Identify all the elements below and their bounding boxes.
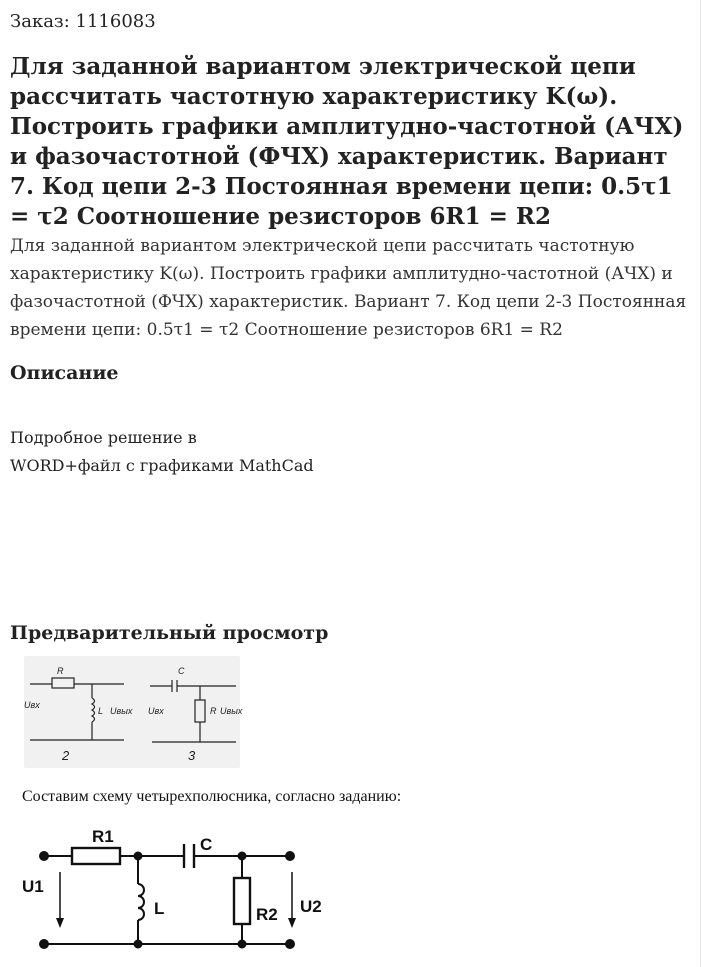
label-c: C (200, 835, 213, 854)
sketch-resistor-r (52, 678, 74, 688)
label-u2: U2 (300, 897, 322, 916)
preview-caption: Составим схему четырехполюсника, согласно заданию: (22, 788, 402, 805)
sketch-uin-label-3: Uвх (148, 706, 164, 716)
label-l: L (154, 899, 165, 918)
sketch-l-label: L (98, 706, 104, 716)
sketch-uout-label-2: Uвых (110, 706, 133, 716)
sketch-r-label: R (57, 666, 64, 676)
four-terminal-network (22, 820, 322, 960)
sketch-inductor-l (92, 698, 95, 722)
description-line-1: Подробное решение в (10, 428, 197, 447)
sketch-number-3: 3 (188, 748, 196, 763)
circuit-diagram (22, 820, 322, 964)
circuit-sketch-2-3 (24, 656, 243, 768)
page-title: Для заданной вариантом электрической цепи рассчитать частотную характеристику K(ω). Построить графики амплитудно-частотной (АЧХ) и фазочастотной (ФЧХ) характеристик. Вариант 7. Код цепи 2-3 Постоянная времени цепи: 0.5τ1 = τ2 Соотношение резисторов 6R1 = R2 (10, 53, 684, 230)
sketch-number-2: 2 (62, 748, 70, 763)
preview-image (24, 656, 243, 768)
description-line-2: WORD+файл с графиками MathCad (10, 456, 314, 475)
resistor-r2 (234, 878, 250, 924)
sketch-uin-label-2: Uвх (24, 700, 40, 710)
inductor-l (138, 884, 144, 920)
sketch-resistor-r3 (195, 700, 205, 722)
preview-heading: Предварительный просмотр (10, 622, 329, 644)
label-r1: R1 (92, 827, 114, 846)
description-heading: Описание (10, 362, 119, 384)
sketch-c-label: C (178, 666, 185, 676)
sketch-uout-label-3: Uвых (220, 706, 243, 716)
resistor-r1 (72, 848, 120, 864)
task-text: Для заданной вариантом электрической цепи рассчитать частотную характеристику K(ω). Построить графики амплитудно-частотной (АЧХ) и фазочастотной (ФЧХ) характеристик. Вариант 7. Код цепи 2-3 Постоянная времени цепи: 0.5τ1 = τ2 Соотношение резисторов 6R1 = R2 (10, 236, 687, 340)
label-r2: R2 (256, 905, 278, 924)
sketch-r3-label: R (210, 706, 217, 716)
order-number: Заказ: 1116083 (10, 11, 156, 32)
label-u1: U1 (22, 877, 44, 896)
